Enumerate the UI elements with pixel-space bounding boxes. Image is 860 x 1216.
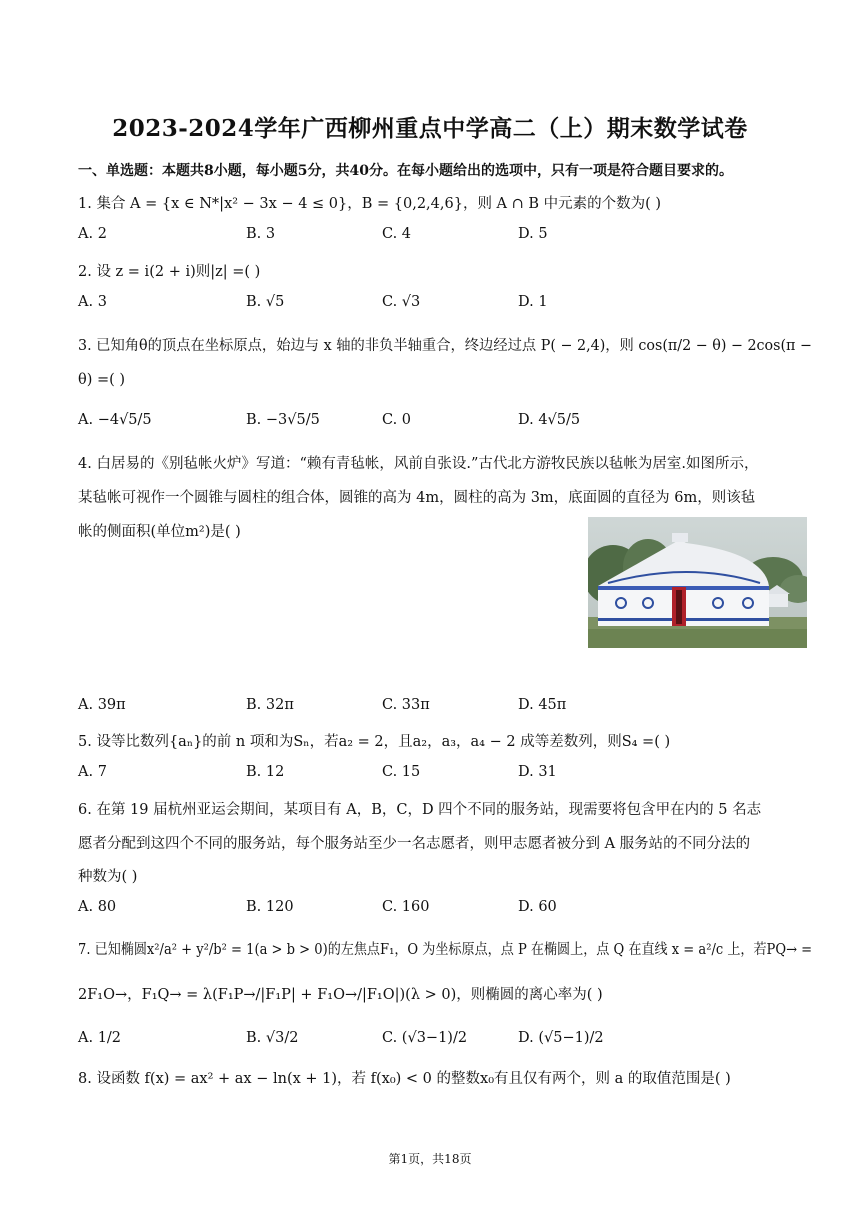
yurt-photo	[588, 517, 807, 648]
q2-option-c: C. √3	[382, 294, 421, 310]
q1-option-b: B. 3	[246, 226, 276, 242]
question-2-stem: 2. 设 z = i(2 + i)则|z| =( )	[78, 264, 261, 280]
q2-option-b: B. √5	[246, 294, 285, 310]
q7-option-a: A. 1/2	[78, 1030, 122, 1046]
q1-option-a: A. 2	[78, 226, 107, 242]
page-footer: 第1页，共18页	[388, 1152, 472, 1166]
q7-option-b: B. √3/2	[246, 1030, 299, 1046]
q6-option-b: B. 120	[246, 899, 294, 915]
question-3-stem-line1: 3. 已知角θ的顶点在坐标原点，始边与 x 轴的非负半轴重合，终边经过点 P( − 2,4)，则 cos(π/2 − θ) − 2cos(π −	[78, 338, 812, 354]
q1-option-d: D. 5	[518, 226, 548, 242]
q7-option-c: C. (√3−1)/2	[382, 1030, 468, 1046]
question-1-stem: 1. 集合 A = {x ∈ N*|x² − 3x − 4 ≤ 0}，B = {0,2,4,6}，则 A ∩ B 中元素的个数为( )	[78, 196, 662, 212]
q3-option-c: C. 0	[382, 412, 412, 428]
q3-option-b: B. −3√5/5	[246, 412, 320, 428]
q5-option-c: C. 15	[382, 764, 421, 780]
q2-option-d: D. 1	[518, 294, 548, 310]
q5-option-a: A. 7	[78, 764, 107, 780]
q4-option-b: B. 32π	[246, 697, 294, 713]
question-7-stem-line2: 2F₁O→，F₁Q→ = λ(F₁P→/|F₁P| + F₁O→/|F₁O|)(λ > 0)，则椭圆的离心率为( )	[78, 987, 603, 1003]
q7-option-d: D. (√5−1)/2	[518, 1030, 604, 1046]
question-5-stem: 5. 设等比数列{aₙ}的前 n 项和为Sₙ，若a₂ = 2，且a₂，a₃，a₄ − 2 成等差数列，则S₄ =( )	[78, 734, 671, 750]
question-4-stem-line1: 4. 白居易的《别毡帐火炉》写道：“赖有青毡帐，风前自张设.”古代北方游牧民族以毡帐为居室.如图所示，	[78, 456, 759, 472]
q6-option-a: A. 80	[78, 899, 117, 915]
question-6-stem-line2: 愿者分配到这四个不同的服务站，每个服务站至少一名志愿者，则甲志愿者被分到 A 服务站的不同分法的	[78, 836, 751, 852]
q3-option-d: D. 4√5/5	[518, 412, 581, 428]
q4-option-a: A. 39π	[78, 697, 126, 713]
q3-option-a: A. −4√5/5	[78, 412, 152, 428]
q4-option-d: D. 45π	[518, 697, 567, 713]
question-4-stem-line3: 帐的侧面积(单位m²)是( )	[78, 524, 241, 540]
question-3-stem-line2: θ) =( )	[78, 372, 126, 388]
q2-option-a: A. 3	[78, 294, 107, 310]
q5-option-d: D. 31	[518, 764, 557, 780]
page-title: 2023-2024学年广西柳州重点中学高二（上）期末数学试卷	[112, 115, 748, 142]
question-6-stem-line1: 6. 在第 19 届杭州亚运会期间，某项目有 A，B，C，D 四个不同的服务站，现需要将包含甲在内的 5 名志	[78, 802, 762, 818]
question-6-stem-line3: 种数为( )	[78, 869, 138, 885]
q1-option-c: C. 4	[382, 226, 412, 242]
question-4-stem-line2: 某毡帐可视作一个圆锥与圆柱的组合体，圆锥的高为 4m，圆柱的高为 3m，底面圆的直径为 6m，则该毡	[78, 490, 756, 506]
q6-option-d: D. 60	[518, 899, 557, 915]
q6-option-c: C. 160	[382, 899, 430, 915]
question-7-stem-line1: 7. 已知椭圆x²/a² + y²/b² = 1(a > b > 0)的左焦点F₁，O 为坐标原点，点 P 在椭圆上，点 Q 在直线 x = a²/c 上，若PQ→ =	[78, 942, 813, 958]
q5-option-b: B. 12	[246, 764, 285, 780]
question-8-stem: 8. 设函数 f(x) = ax² + ax − ln(x + 1)，若 f(x₀) < 0 的整数x₀有且仅有两个，则 a 的取值范围是( )	[78, 1071, 731, 1087]
section-heading: 一、单选题：本题共8小题，每小题5分，共40分。在每小题给出的选项中，只有一项是符合题目要求的。	[78, 163, 733, 179]
q4-option-c: C. 33π	[382, 697, 430, 713]
